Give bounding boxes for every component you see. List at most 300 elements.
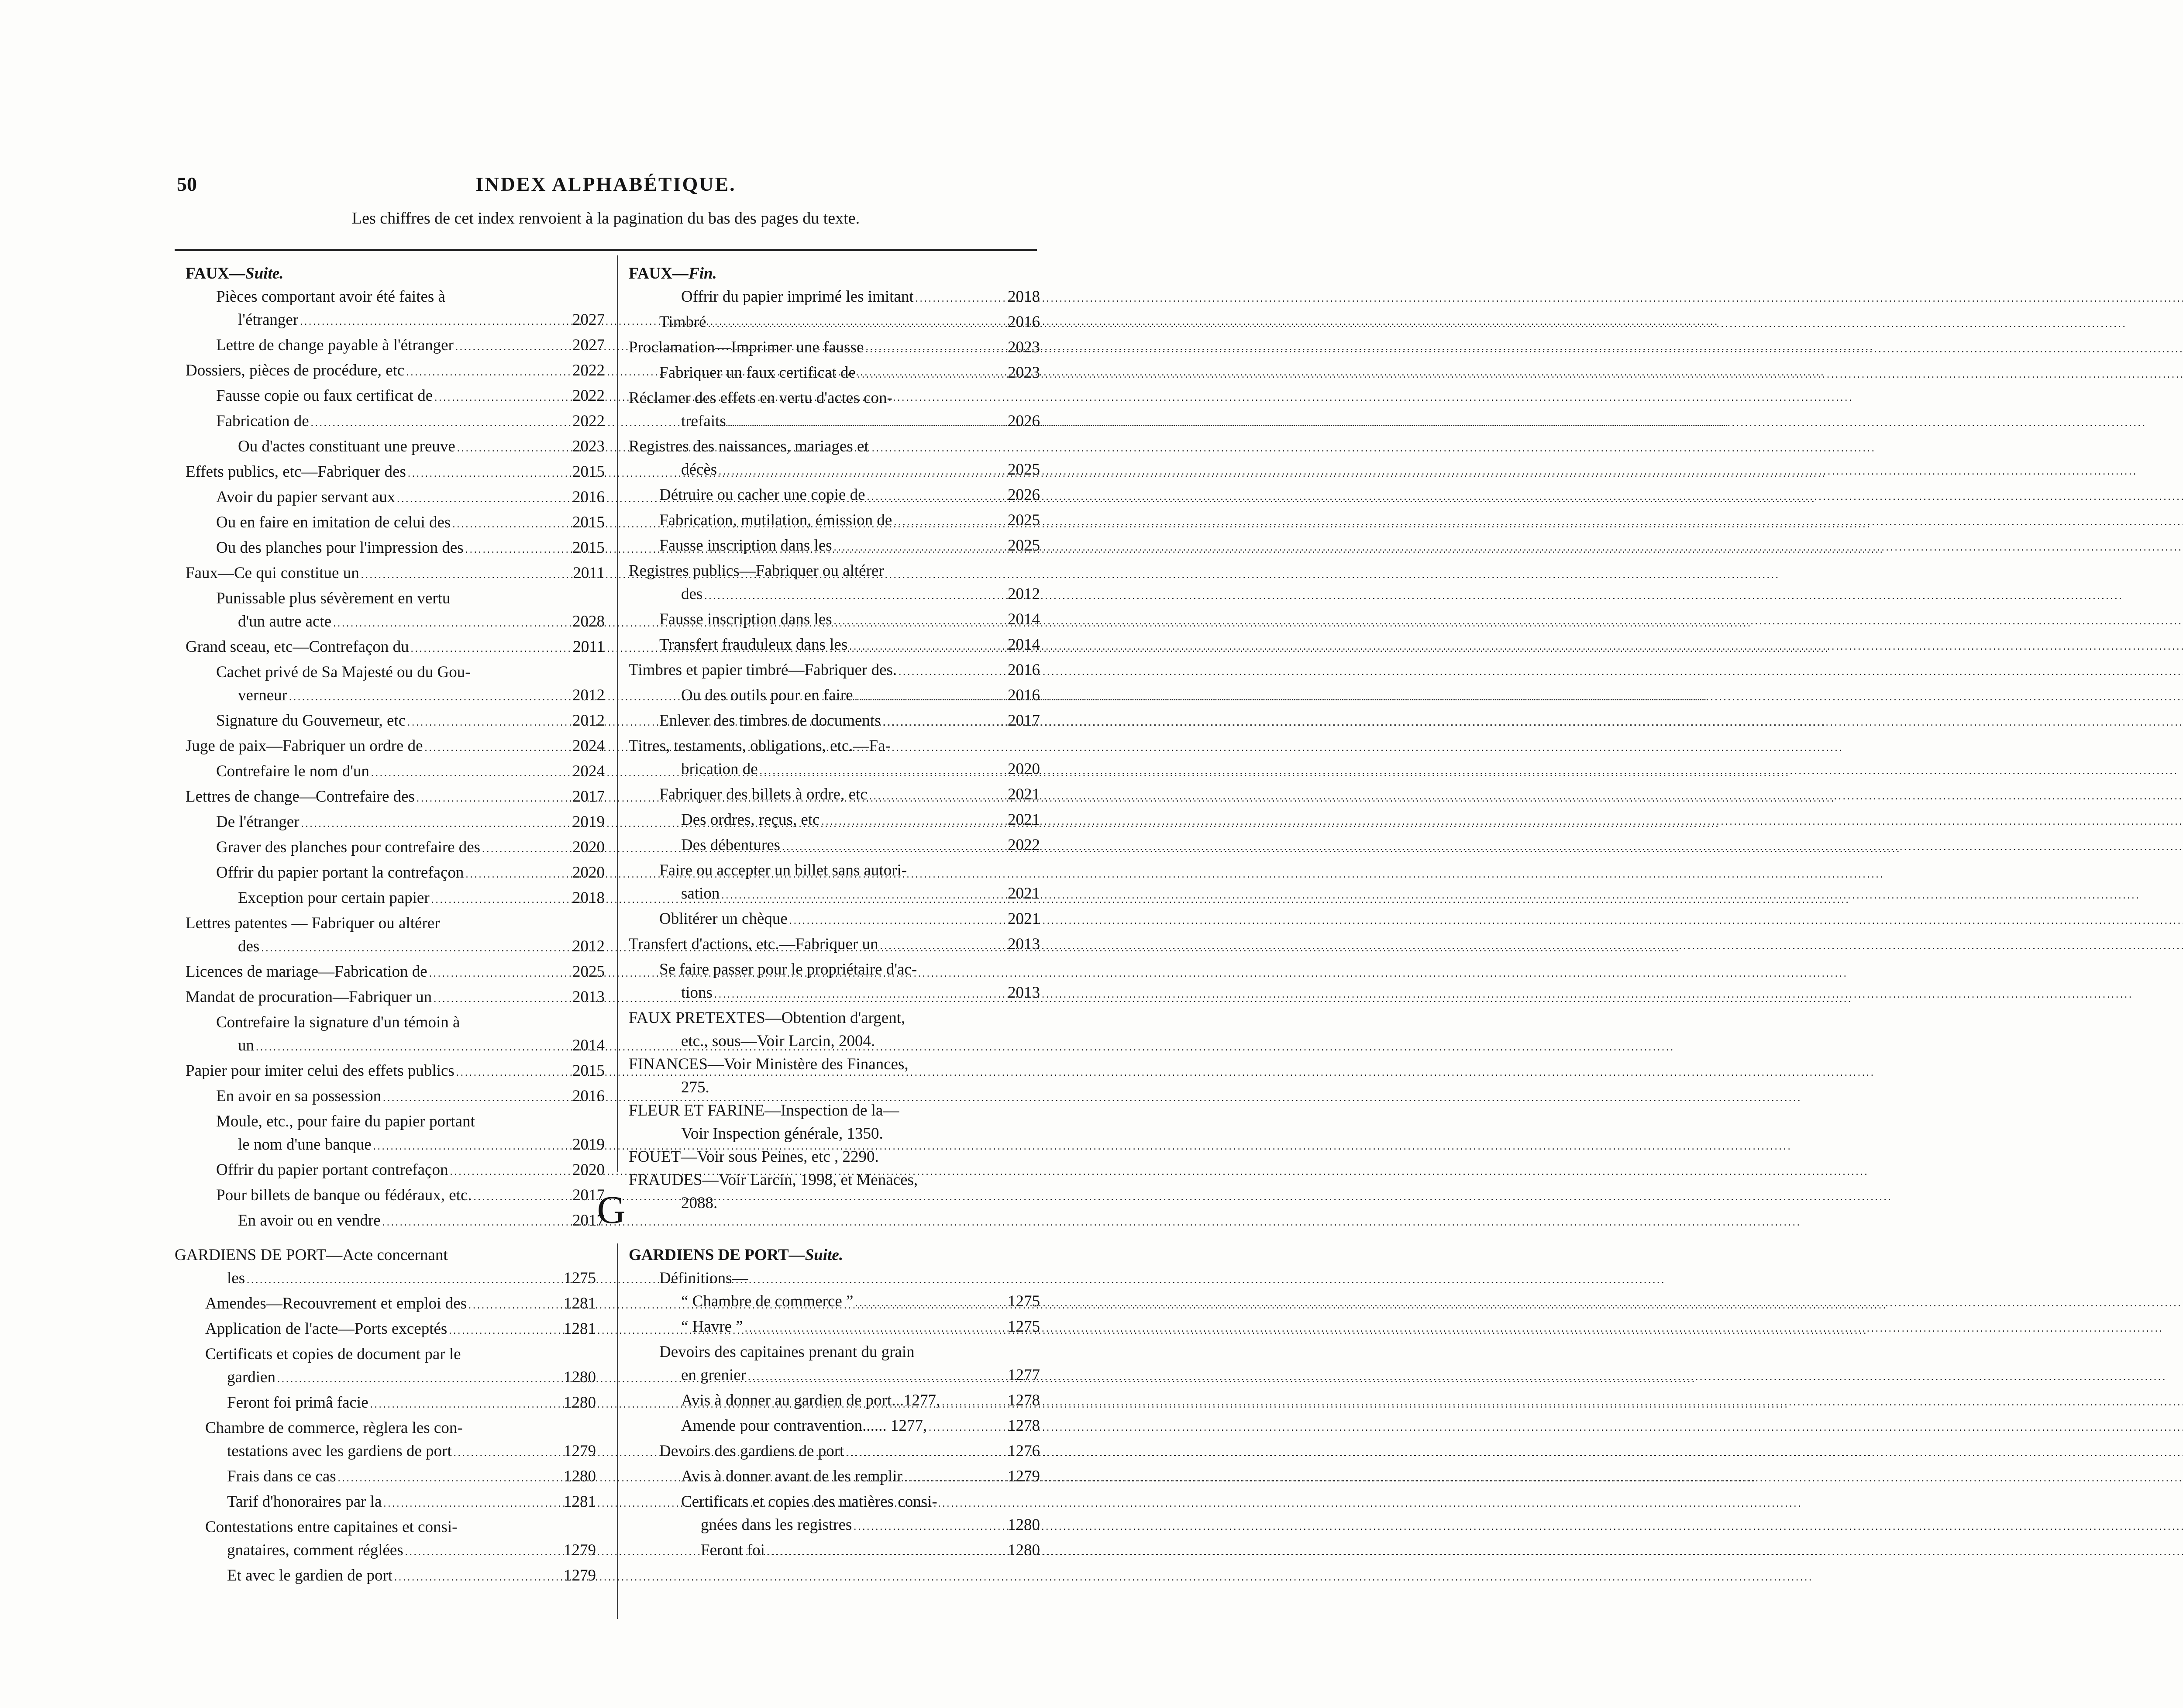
index-entry <box>629 1414 1040 1439</box>
column-divider <box>617 255 618 1172</box>
index-text-line: Cachet privé de Sa Majesté ou du Gou- <box>216 663 471 681</box>
index-entry <box>629 285 1040 310</box>
entry-text: les <box>227 1269 245 1287</box>
entry-text: des <box>681 585 703 603</box>
index-entry <box>186 684 605 709</box>
page-reference: 2022 <box>572 362 605 379</box>
entry-text: testations avec les gardiens de port <box>227 1442 452 1460</box>
dot-leader <box>456 1059 571 1085</box>
page-reference: 2020 <box>572 864 605 882</box>
dot-leader <box>300 308 571 334</box>
section-letter: G <box>597 1188 626 1232</box>
entry-text: Pour billets de banque ou fédéraux, etc. <box>216 1186 472 1204</box>
page-reference: 2021 <box>1008 910 1040 928</box>
index-entry <box>186 709 605 734</box>
page-reference: 2025 <box>1008 537 1040 554</box>
index-entry <box>186 561 605 587</box>
dot-leader <box>383 1085 571 1110</box>
index-text-line: GARDIENS DE PORT—Acte concernant <box>175 1246 448 1264</box>
index-entry <box>186 486 605 511</box>
index-entry <box>175 1366 596 1391</box>
page-reference: 1280 <box>564 1394 596 1412</box>
index-entry <box>629 981 1040 1006</box>
page-reference: 1279 <box>1008 1467 1040 1485</box>
page-reference: 1281 <box>564 1320 596 1338</box>
dot-leader <box>855 1290 1006 1315</box>
dot-leader <box>465 861 571 886</box>
index-entry <box>629 1364 1040 1389</box>
entry-text: Ou des outils pour en faire <box>681 686 853 704</box>
index-note: Les chiffres de cet index renvoient à la pagination du bas des pages du texte. <box>351 209 860 227</box>
entry-text: Faux—Ce qui constitue un <box>186 564 359 582</box>
page-reference: 2011 <box>573 638 605 656</box>
page-reference: 2019 <box>572 813 605 831</box>
page-reference: 1279 <box>564 1442 596 1460</box>
index-entry <box>629 361 1040 386</box>
page-reference: 2016 <box>572 488 605 506</box>
entry-text: gnées dans les registres <box>701 1516 852 1534</box>
page-reference: 1275 <box>1008 1292 1040 1310</box>
page-reference: 2022 <box>572 387 605 405</box>
index-text-line: Devoirs des capitaines prenant du grain <box>659 1343 915 1361</box>
dot-leader <box>854 1513 1006 1539</box>
page-reference: 2023 <box>572 437 605 455</box>
page-reference: 2020 <box>572 1161 605 1179</box>
page-reference: 1275 <box>1008 1318 1040 1336</box>
page-reference: 1276 <box>1008 1442 1040 1460</box>
dot-leader <box>373 1133 571 1158</box>
entry-text: Proclamation—Imprimer une fausse <box>629 338 864 356</box>
page-reference: 2024 <box>572 762 605 780</box>
page-reference: 2017 <box>1008 712 1040 730</box>
dot-leader <box>865 336 1006 361</box>
index-entry <box>629 833 1040 859</box>
dot-leader <box>425 734 571 760</box>
index-column-right-section-2 <box>629 1243 1040 1564</box>
entry-text: Fausse copie ou faux certificat de <box>216 387 433 405</box>
entry-text: Fausse inscription dans les <box>659 537 832 554</box>
index-column-left-section-2 <box>175 1243 596 1589</box>
page-reference: 2015 <box>572 1062 605 1080</box>
page-reference: 2023 <box>1008 338 1040 356</box>
entry-text: l'étranger <box>238 311 299 329</box>
index-entry <box>629 483 1040 509</box>
entry-text: Enlever des timbres de documents <box>659 712 881 730</box>
page-reference: 2028 <box>572 613 605 630</box>
index-entry <box>629 410 1040 435</box>
dot-leader <box>760 758 1006 783</box>
dot-leader <box>708 310 1006 336</box>
page-reference: 2027 <box>572 311 605 329</box>
index-entry <box>629 783 1040 808</box>
dot-leader <box>767 1539 1006 1564</box>
heading-term: FAUX <box>186 265 230 282</box>
page-reference: 1279 <box>564 1541 596 1559</box>
dot-leader <box>789 907 1006 933</box>
page-reference: 2018 <box>1008 288 1040 306</box>
page-reference: 2016 <box>572 1087 605 1105</box>
entry-text: Exception pour certain papier <box>238 889 430 907</box>
entry-text: Fabriquer des billets à ordre, etc <box>659 785 868 803</box>
page-reference: 2015 <box>572 539 605 557</box>
entry-text: Juge de paix—Fabriquer un ordre de <box>186 737 423 755</box>
dot-leader <box>311 410 571 435</box>
entry-text: Ou d'actes constituant une preuve <box>238 437 455 455</box>
page-reference: 2014 <box>1008 636 1040 654</box>
index-text-line: Certificats et copies de document par le <box>205 1345 461 1363</box>
index-entry <box>629 684 1040 709</box>
page-reference: 1275 <box>564 1269 596 1287</box>
index-text-line: Définitions— <box>659 1269 748 1287</box>
dot-leader <box>474 1184 571 1209</box>
page-reference: 1280 <box>564 1368 596 1386</box>
dot-leader <box>482 836 571 861</box>
page-reference: 1278 <box>1008 1417 1040 1435</box>
dot-leader <box>452 511 571 536</box>
entry-text: “ Chambre de commerce ” <box>681 1292 854 1310</box>
page-reference: 2012 <box>572 686 605 704</box>
entry-text: Grand sceau, etc—Contrefaçon du <box>186 638 409 656</box>
page-number: 50 <box>177 173 197 195</box>
page-reference: 2016 <box>1008 661 1040 679</box>
index-entry <box>175 1391 596 1416</box>
dot-leader <box>468 1292 562 1317</box>
page-reference: 2018 <box>572 889 605 907</box>
entry-text: Ou en faire en imitation de celui des <box>216 513 451 531</box>
entry-text: Dossiers, pièces de procédure, etc <box>186 362 405 379</box>
page-reference: 2015 <box>572 513 605 531</box>
index-entry <box>186 460 605 486</box>
dot-leader <box>465 536 571 561</box>
page-reference: 2020 <box>1008 760 1040 778</box>
dot-leader <box>333 610 571 635</box>
dot-leader <box>704 582 1006 608</box>
page-reference: 2017 <box>572 1212 605 1229</box>
dot-leader <box>880 933 1006 958</box>
index-text-line: 275. <box>681 1078 709 1096</box>
index-text-line: Faire ou accepter un billet sans autori- <box>659 861 907 879</box>
index-text-line: Contestations entre capitaines et consi- <box>205 1518 458 1536</box>
dot-leader <box>782 833 1006 859</box>
dot-leader <box>247 1267 562 1292</box>
dot-leader <box>942 1389 1006 1414</box>
index-entry <box>186 836 605 861</box>
dot-leader <box>883 709 1006 734</box>
running-title: INDEX ALPHABÉTIQUE. <box>475 173 736 195</box>
heading-term: GARDIENS DE PORT <box>629 1246 789 1264</box>
dot-leader <box>394 1564 562 1589</box>
index-text-line: FAUX PRETEXTES—Obtention d'argent, <box>629 1009 906 1027</box>
page-reference: 1280 <box>1008 1516 1040 1534</box>
index-text-line: FLEUR ET FARINE—Inspection de la— <box>629 1102 899 1119</box>
index-entry <box>175 1490 596 1515</box>
entry-text: Offrir du papier portant contrefaçon <box>216 1161 448 1179</box>
dot-leader <box>719 458 1006 483</box>
index-column-right-section-1 <box>629 262 1040 1215</box>
entry-text: verneur <box>238 686 287 704</box>
index-entry <box>186 760 605 785</box>
dot-leader <box>929 1414 1006 1439</box>
index-entry <box>629 458 1040 483</box>
index-entry <box>629 709 1040 734</box>
index-text-line: Lettres patentes — Fabriquer ou altérer <box>186 914 440 932</box>
entry-text: Effets publics, etc—Fabriquer des <box>186 463 406 481</box>
entry-text: Papier pour imiter celui des effets publics <box>186 1062 455 1080</box>
dot-leader <box>721 882 1006 907</box>
page-reference: 2012 <box>572 712 605 730</box>
index-entry <box>629 582 1040 608</box>
page-reference: 2025 <box>1008 511 1040 529</box>
entry-text: Offrir du papier imprimé les imitant <box>681 288 914 306</box>
page-reference: 2023 <box>1008 364 1040 382</box>
index-entry <box>186 734 605 760</box>
page-reference: 2021 <box>1008 785 1040 803</box>
page-reference: 2026 <box>1008 486 1040 504</box>
heading-continuation: —Fin. <box>672 265 717 282</box>
dot-leader <box>455 334 571 359</box>
entry-text: Timbres et papier timbré—Fabriquer des. <box>629 661 897 679</box>
index-continued-heading <box>186 262 605 285</box>
page-header <box>177 172 1035 194</box>
dot-leader <box>894 509 1006 534</box>
entry-text: Signature du Gouverneur, etc <box>216 712 406 730</box>
entry-text: En avoir en sa possession <box>216 1087 382 1105</box>
index-entry <box>629 1389 1040 1414</box>
heading-continuation: —Suite. <box>788 1246 844 1264</box>
entry-text: des <box>238 937 260 955</box>
index-entry <box>186 334 605 359</box>
dot-leader <box>411 635 572 661</box>
entry-text: Amende pour contravention...... 1277, <box>681 1417 927 1435</box>
dot-leader <box>855 684 1006 709</box>
index-entry <box>629 534 1040 559</box>
index-continued-heading <box>629 262 1040 285</box>
column-divider <box>617 1243 618 1619</box>
page-reference: 2012 <box>1008 585 1040 603</box>
page-reference: 2027 <box>572 336 605 354</box>
entry-text: Licences de mariage—Fabrication de <box>186 963 427 981</box>
dot-leader <box>383 1490 562 1515</box>
heading-term: FAUX <box>629 265 673 282</box>
index-text-line: Punissable plus sévèrement en vertu <box>216 589 451 607</box>
index-entry <box>186 1209 605 1234</box>
index-text-line: Voir Inspection générale, 1350. <box>681 1125 883 1143</box>
index-entry <box>186 1034 605 1059</box>
entry-text: le nom d'une banque <box>238 1136 372 1154</box>
entry-text: Tarif d'honoraires par la <box>227 1493 382 1511</box>
entry-text: Lettres de change—Contrefaire des <box>186 788 415 806</box>
index-text-line: FOUET—Voir sous Peines, etc , 2290. <box>629 1148 879 1166</box>
page-reference: 2015 <box>572 463 605 481</box>
page-reference: 2021 <box>1008 811 1040 829</box>
dot-leader <box>857 361 1006 386</box>
entry-text: Des ordres, reçus, etc <box>681 811 820 829</box>
dot-leader <box>457 435 571 460</box>
index-entry <box>629 608 1040 633</box>
entry-text: Application de l'acte—Ports exceptés <box>205 1320 448 1338</box>
dot-leader <box>821 808 1006 833</box>
index-entry <box>629 1539 1040 1564</box>
dot-leader <box>846 1439 1006 1465</box>
page-reference: 1279 <box>564 1567 596 1584</box>
entry-text: d'un autre acte <box>238 613 332 630</box>
entry-text: Timbré <box>659 313 706 331</box>
dot-leader <box>338 1465 562 1490</box>
index-text-line: Registres des naissances, mariages et <box>629 437 869 455</box>
page-reference: 2014 <box>572 1037 605 1054</box>
dot-leader <box>370 1391 562 1416</box>
dot-leader <box>745 1315 1006 1340</box>
index-text-line: FINANCES—Voir Ministère des Finances, <box>629 1055 909 1073</box>
dot-leader <box>301 810 571 836</box>
page-reference: 2022 <box>1008 836 1040 854</box>
entry-text: Transfert frauduleux dans les <box>659 636 848 654</box>
entry-text: En avoir ou en vendre <box>238 1212 381 1229</box>
page-reference: 1281 <box>564 1295 596 1312</box>
dot-leader <box>450 1158 571 1184</box>
index-text-line: Registres publics—Fabriquer ou altérer <box>629 562 884 580</box>
dot-leader <box>397 486 571 511</box>
entry-text: Avoir du papier servant aux <box>216 488 396 506</box>
page-reference: 2013 <box>1008 935 1040 953</box>
page-reference: 2016 <box>1008 686 1040 704</box>
index-entry <box>629 808 1040 833</box>
entry-text: Avis à donner avant de les remplir <box>681 1467 902 1485</box>
entry-text: Ou des planches pour l'impression des <box>216 539 464 557</box>
dot-leader <box>714 981 1006 1006</box>
page-reference: 2021 <box>1008 885 1040 902</box>
entry-text: brication de <box>681 760 758 778</box>
dot-leader <box>289 684 571 709</box>
index-text-line: Chambre de commerce, règlera les con- <box>205 1419 463 1437</box>
entry-text: Et avec le gardien de port <box>227 1567 393 1584</box>
dot-leader <box>382 1209 571 1234</box>
page-reference: 2017 <box>572 788 605 806</box>
entry-text: sation <box>681 885 720 902</box>
entry-text: Fausse inscription dans les <box>659 610 832 628</box>
index-entry <box>186 886 605 912</box>
dot-leader <box>256 1034 571 1059</box>
index-text-line: Certificats et copies des matières consi- <box>681 1493 937 1511</box>
entry-text: Détruire ou cacher une copie de <box>659 486 865 504</box>
entry-text: Mandat de procuration—Fabriquer un <box>186 988 432 1006</box>
page-reference: 2011 <box>573 564 605 582</box>
index-entry <box>175 1267 596 1292</box>
index-entry <box>175 1439 596 1465</box>
index-entry <box>186 511 605 536</box>
entry-text: Transfert d'actions, etc.—Fabriquer un <box>629 935 878 953</box>
index-entry <box>629 1439 1040 1465</box>
index-entry <box>629 633 1040 658</box>
dot-leader <box>429 960 571 985</box>
dot-leader <box>408 460 571 486</box>
page-reference: 2017 <box>572 1186 605 1204</box>
dot-leader <box>361 561 572 587</box>
entry-text: Graver des planches pour contrefaire des <box>216 838 481 856</box>
index-entry <box>186 410 605 435</box>
dot-leader <box>748 1364 1006 1389</box>
index-text-line: Moule, etc., pour faire du papier portant <box>216 1112 475 1130</box>
entry-text: trefaits <box>681 412 726 430</box>
entry-text: un <box>238 1037 254 1054</box>
page-reference: 1280 <box>564 1467 596 1485</box>
dot-leader <box>454 1439 562 1465</box>
index-entry <box>175 1465 596 1490</box>
index-entry <box>629 1465 1040 1490</box>
index-continued-heading <box>629 1243 1040 1267</box>
dot-leader <box>904 1465 1006 1490</box>
index-entry <box>629 658 1040 684</box>
entry-text: “ Havre ” <box>681 1318 743 1336</box>
page-reference: 2022 <box>572 412 605 430</box>
index-entry <box>629 336 1040 361</box>
index-entry <box>175 1292 596 1317</box>
index-entry <box>629 1513 1040 1539</box>
index-entry <box>629 907 1040 933</box>
page-reference: 2012 <box>572 937 605 955</box>
dot-leader <box>834 608 1006 633</box>
index-entry <box>186 935 605 960</box>
entry-text: Amendes—Recouvrement et emploi des <box>205 1295 467 1312</box>
index-entry <box>629 758 1040 783</box>
dot-leader <box>407 709 571 734</box>
index-column-left-section-1 <box>186 262 605 1234</box>
dot-leader <box>371 760 571 785</box>
page-reference: 2016 <box>1008 313 1040 331</box>
entry-text: De l'étranger <box>216 813 300 831</box>
index-entry <box>186 785 605 810</box>
entry-text: Feront foi <box>701 1541 765 1559</box>
index-entry <box>186 359 605 384</box>
index-entry <box>629 933 1040 958</box>
dot-leader <box>869 783 1006 808</box>
index-entry <box>186 985 605 1011</box>
dot-leader <box>277 1366 562 1391</box>
index-entry <box>186 1059 605 1085</box>
index-text-line: Pièces comportant avoir été faites à <box>216 288 445 306</box>
entry-text: Fabrication de <box>216 412 309 430</box>
header-rule <box>175 249 1037 251</box>
entry-text: tions <box>681 984 713 1002</box>
index-entry <box>629 509 1040 534</box>
page-reference: 1277 <box>1008 1366 1040 1384</box>
index-entry <box>186 610 605 635</box>
index-entry <box>186 1184 605 1209</box>
entry-text: Feront foi primâ facie <box>227 1394 368 1412</box>
index-entry <box>186 1085 605 1110</box>
index-entry <box>629 1290 1040 1315</box>
index-entry <box>186 308 605 334</box>
dot-leader <box>417 785 571 810</box>
page-reference: 2025 <box>572 963 605 981</box>
dot-leader <box>899 658 1006 684</box>
dot-leader <box>916 285 1006 310</box>
entry-text: gnataires, comment réglées <box>227 1541 403 1559</box>
heading-continuation: —Suite. <box>229 265 284 282</box>
page-reference: 1278 <box>1008 1391 1040 1409</box>
page-reference: 2013 <box>572 988 605 1006</box>
index-entry <box>186 435 605 460</box>
entry-text: Offrir du papier portant la contrefaçon <box>216 864 464 882</box>
index-text-line: Titres, testaments, obligations, etc.—Fa- <box>629 737 891 755</box>
index-entry <box>186 1133 605 1158</box>
page-reference: 2020 <box>572 838 605 856</box>
index-entry <box>186 861 605 886</box>
dot-leader <box>406 359 571 384</box>
entry-text: Frais dans ce cas <box>227 1467 336 1485</box>
page-reference: 2025 <box>1008 461 1040 479</box>
dot-leader <box>434 384 571 410</box>
